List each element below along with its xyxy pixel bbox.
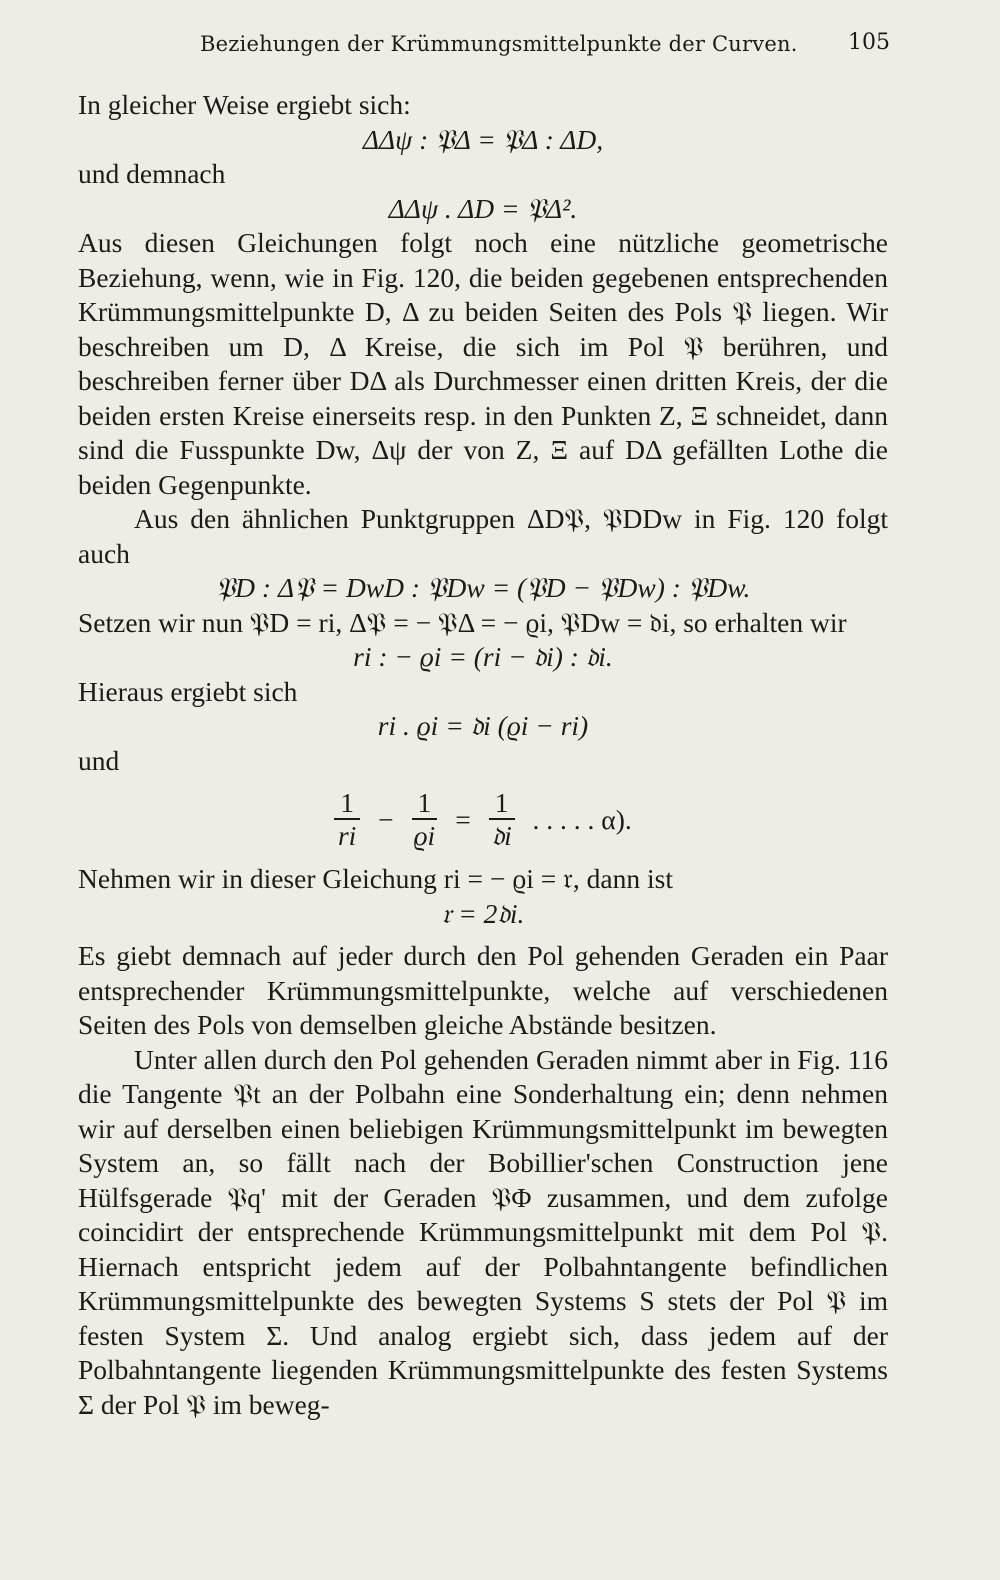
fraction-3-denominator: 𝔡i xyxy=(491,820,512,851)
paragraph-1: In gleicher Weise ergiebt sich: xyxy=(78,89,411,120)
paragraph-3: Aus diesen Gleichungen folgt noch eine nützliche geometrische Beziehung, wenn, wie in Fig. 120, die beiden gegebenen entsprechenden Krümmungsmittelpunkte D, Δ zu beiden Seiten des Pols 𝔓 liegen. Wir beschreiben um D, Δ Kreise, die sich im Pol 𝔓 berühren, und beschreiben ferner über DΔ als Durchmesser einen dritten Kreis, der die beiden ersten Kreise einerseits resp. in den Punkten Z, Ξ schneidet, dann sind die Fusspunkte Dw, Δψ der von Z, Ξ auf DΔ gefällten Lothe die beiden Gegenpunkte. xyxy=(78,227,888,500)
paragraph-7: und xyxy=(78,744,120,776)
paragraph-5: Setzen wir nun 𝔓D = ri, Δ𝔓 = − 𝔓Δ = − ϱi, 𝔓Dw = 𝔡i, so erhalten wir xyxy=(78,606,847,638)
fraction-3-numerator: 1 xyxy=(489,788,515,820)
fraction-1-denominator: ri xyxy=(337,820,357,851)
fraction-1-numerator: 1 xyxy=(334,788,360,820)
formula-7: 𝔯 = 2𝔡i. xyxy=(441,897,525,929)
fraction-2-denominator: ϱi xyxy=(413,820,436,851)
page-number: 105 xyxy=(848,30,890,55)
formula-4: ri : − ϱi = (ri − 𝔡i) : 𝔡i. xyxy=(353,641,613,672)
formula-2: ΔΔψ . ΔD = 𝔓Δ². xyxy=(388,192,578,224)
paragraph-9: Es giebt demnach auf jeder durch den Pol gehenden Geraden ein Paar entsprechender Krümmungsmittelpunkte, welche auf verschiedenen Seiten des Pols von demselben gleiche Abstände besitzen. xyxy=(78,940,888,1040)
fraction-2-numerator: 1 xyxy=(412,788,438,820)
running-title: Beziehungen der Krümmungsmittelpunkte der Curven. xyxy=(200,32,798,56)
fraction-2 xyxy=(412,788,438,852)
formula-1: ΔΔψ : 𝔓Δ = 𝔓Δ : ΔD, xyxy=(362,123,604,155)
paragraph-10: Unter allen durch den Pol gehenden Geraden nimmt aber in Fig. 116 die Tangente 𝔓t an der Polbahn eine Sonderhaltung ein; denn nehmen wir auf derselben einen beliebigen Krümmungsmittelpunkt im bewegten System an, so fällt nach der Bobillier'schen Construction jene Hülfsgerade 𝔓q' mit der Geraden 𝔓Φ zusammen, und dem zufolge coincidirt der entsprechende Krümmungsmittelpunkt mit dem Pol 𝔓. Hiernach entspricht jedem auf der Polbahntangente befindlichen Krümmungsmittelpunkte des bewegten Systems S stets der Pol 𝔓 im festen System Σ. Und analog ergiebt sich, dass jedem auf der Polbahntangente liegenden Krümmungsmittelpunkte des festen Systems Σ der Pol 𝔓 im beweg- xyxy=(78,1043,888,1420)
equation-tag: . . . . . α). xyxy=(532,803,632,835)
body-text xyxy=(78,88,888,1422)
paragraph-8: Nehmen wir in dieser Gleichung ri = − ϱi = 𝔯, dann ist xyxy=(78,863,673,894)
fraction-1 xyxy=(334,788,360,852)
paragraph-4: Aus den ähnlichen Punktgruppen ΔD𝔓, 𝔓DDw in Fig. 120 folgt auch xyxy=(78,503,888,569)
running-header xyxy=(200,30,890,64)
formula-5: ri . ϱi = 𝔡i (ϱi − ri) xyxy=(377,710,589,741)
formula-3: 𝔓D : Δ𝔓 = DwD : 𝔓Dw = (𝔓D − 𝔓Dw) : 𝔓Dw. xyxy=(215,572,751,603)
fraction-3 xyxy=(489,788,515,852)
paragraph-6: Hieraus ergiebt sich xyxy=(78,675,298,707)
equals-sign: = xyxy=(455,803,471,835)
minus-sign: − xyxy=(378,803,394,835)
paragraph-2: und demnach xyxy=(78,158,226,189)
formula-6 xyxy=(78,778,888,862)
